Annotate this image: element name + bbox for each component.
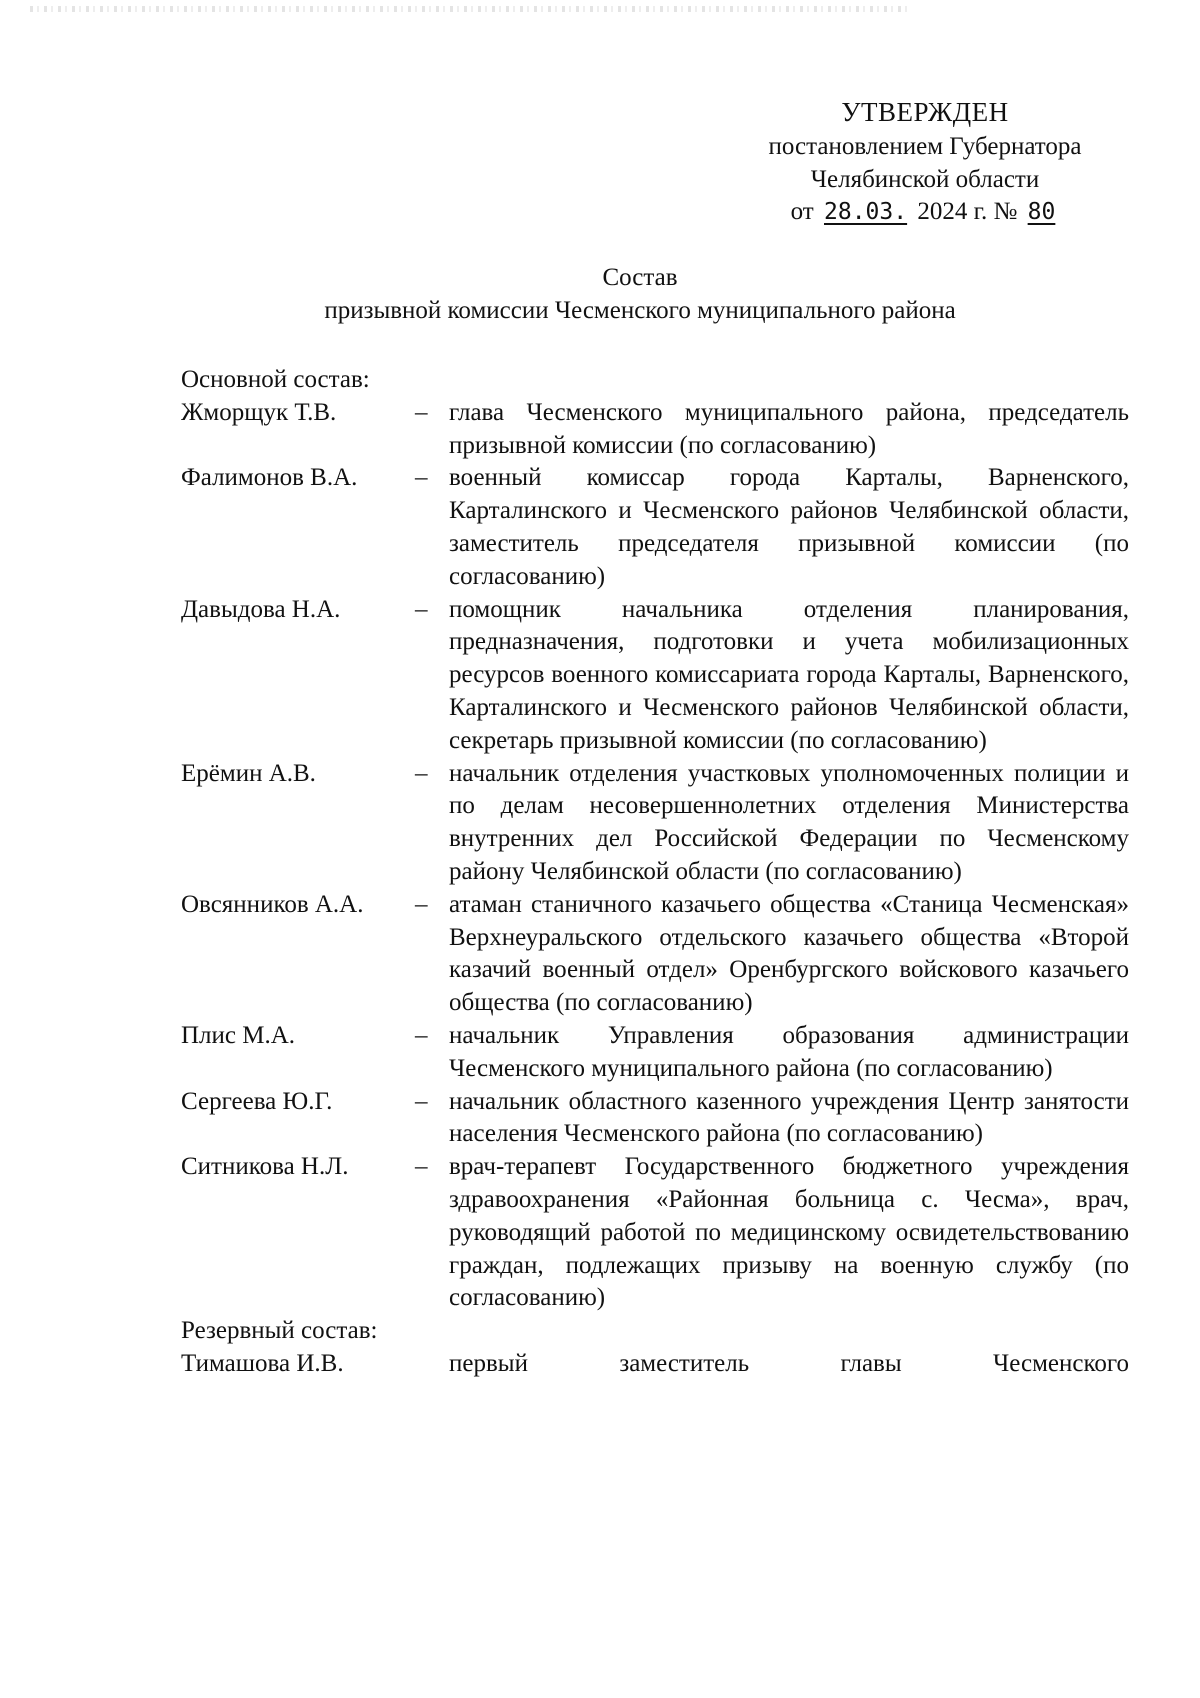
approval-title: УТВЕРЖДЕН: [841, 97, 1009, 127]
member-dash: –: [415, 398, 428, 426]
member-role: военный комиссар города Карталы, Варненского, Карталинского и Чесменского районов Челябинской области, заместитель председателя призывной комиссии (по согласованию): [449, 464, 1129, 590]
member-role: глава Чесменского муниципального района, председатель призывной комиссии (по согласованию): [449, 398, 1129, 459]
reserve-section-label: Резервный состав:: [181, 1317, 378, 1345]
member-dash: –: [415, 464, 428, 492]
member-row: [181, 889, 1129, 1020]
member-role: первый заместитель главы Чесменского: [449, 1349, 1129, 1377]
member-dash: –: [415, 890, 428, 918]
member-name: Овсянников А.А.: [181, 890, 364, 918]
member-dash: –: [415, 595, 428, 623]
member-name: Тимашова И.В.: [181, 1349, 344, 1377]
approval-block: [740, 96, 1110, 229]
member-row: [181, 594, 1129, 758]
approval-date-line: [740, 196, 1110, 229]
scan-noise-strip: [30, 6, 910, 12]
member-name: Ерёмин А.В.: [181, 759, 316, 787]
member-name: Сергеева Ю.Г.: [181, 1087, 333, 1115]
member-name: Фалимонов В.А.: [181, 464, 358, 492]
approval-date: 28.03.: [824, 199, 908, 226]
approval-line-2: Челябинской области: [810, 165, 1040, 193]
approval-year: 2024 г. №: [917, 198, 1018, 226]
main-section-label: Основной состав:: [181, 366, 370, 393]
member-role: врач-терапевт Государственного бюджетного учреждения здравоохранения «Районная больница с. Чесма», врач, руководящий работой по медицинскому освидетельствованию граждан, подлежащих призыву на военную службу (по согласованию): [449, 1153, 1129, 1312]
member-name: Плис М.А.: [181, 1021, 296, 1049]
member-row: [181, 1151, 1129, 1315]
member-dash: –: [415, 1087, 428, 1115]
date-prefix: от: [790, 198, 814, 226]
member-role: начальник Управления образования администрации Чесменского муниципального района (по согласованию): [449, 1021, 1129, 1082]
member-role: начальник областного казенного учреждения Центр занятости населения Чесменского района (по согласованию): [449, 1087, 1129, 1148]
member-name: Жморщук Т.В.: [181, 398, 337, 426]
member-name: Ситникова Н.Л.: [181, 1153, 349, 1181]
approval-number: 80: [1027, 199, 1056, 226]
member-name: Давыдова Н.А.: [181, 595, 341, 623]
approval-line-1: постановлением Губернатора: [768, 132, 1082, 160]
member-dash: [407, 1348, 449, 1381]
member-row: [181, 397, 1129, 463]
member-row: [181, 1020, 1129, 1086]
member-row: [181, 1348, 1129, 1381]
member-role: начальник отделения участковых уполномоченных полиции и по делам несовершеннолетних отделения Министерства внутренних дел Российской Федерации по Чесменскому району Челябинской области (по согласованию): [449, 759, 1129, 885]
member-row: [181, 758, 1129, 889]
member-role: атаман станичного казачьего общества «Станица Чесменская» Верхнеуральского отдельского казачьего общества «Второй казачий военный отдел» Оренбургского войскового казачьего общества (по согласованию): [449, 890, 1129, 1017]
member-row: [181, 1086, 1129, 1152]
member-dash: –: [415, 759, 428, 787]
member-dash: –: [415, 1153, 428, 1181]
member-dash: –: [415, 1021, 428, 1049]
heading-title: Состав: [602, 264, 678, 291]
heading-subtitle: призывной комиссии Чесменского муниципального района: [324, 296, 956, 324]
document-heading: [0, 262, 1200, 328]
member-row: [181, 462, 1129, 593]
composition-list: [181, 364, 1129, 1381]
member-role: помощник начальника отделения планирования, предназначения, подготовки и учета мобилизационных ресурсов военного комиссариата города Карталы, Варненского, Карталинского и Чесменского районов Челябинской области, секретарь призывной комиссии (по согласованию): [449, 595, 1129, 754]
